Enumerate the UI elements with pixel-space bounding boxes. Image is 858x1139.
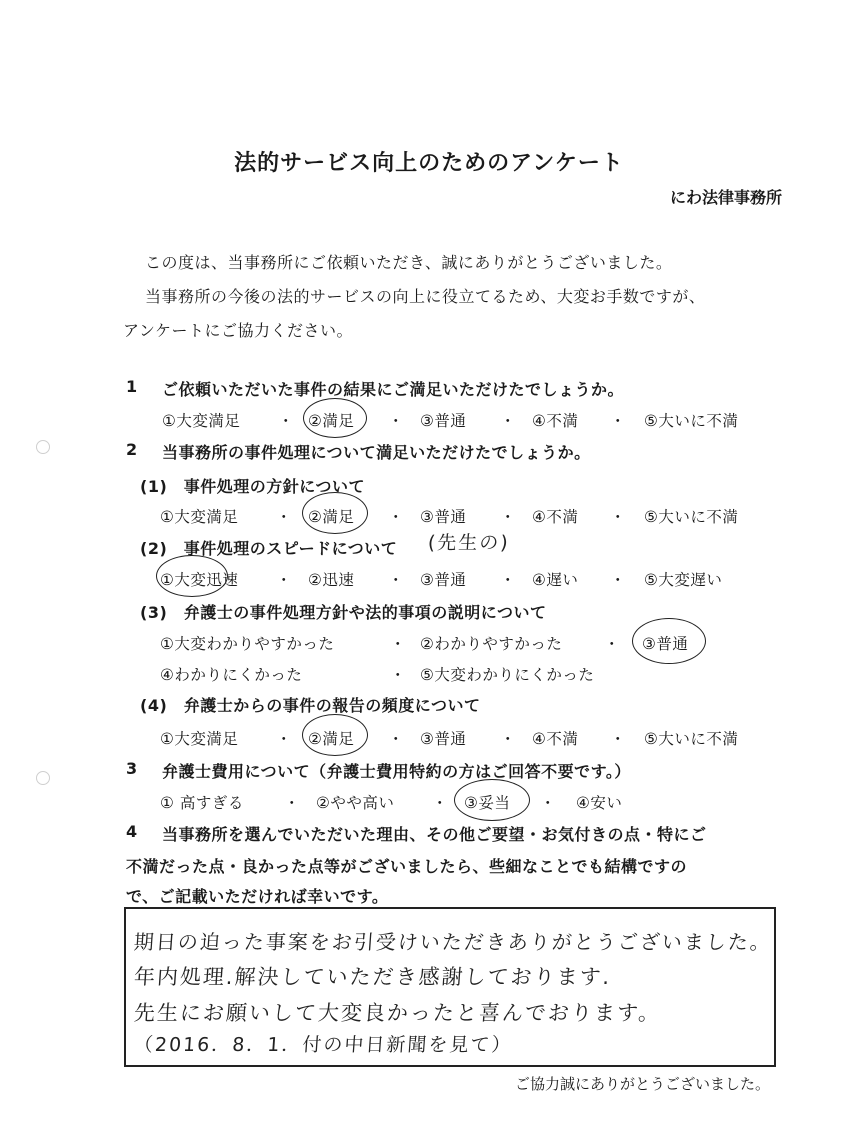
question-4-number: 4 [126, 822, 138, 841]
handwritten-answer-line-3: 先生にお願いして大変良かったと喜んでおります。 [133, 1001, 663, 1025]
intro-line-2: 当事務所の今後の法的サービスの向上に役立てるため、大変お手数ですが、 [145, 287, 706, 306]
option[interactable]: ②やや高い [316, 794, 395, 812]
separator: ・ [500, 571, 517, 589]
subquestion-2: (2) 事件処理のスピードについて [140, 539, 398, 558]
subquestion-3: (3) 弁護士の事件処理方針や法的事項の説明について [140, 603, 547, 622]
separator: ・ [276, 508, 293, 526]
selection-circle [302, 714, 368, 756]
option[interactable]: ③妥当 [464, 794, 511, 812]
option[interactable]: ③普通 [420, 412, 467, 430]
option[interactable]: ①大変わかりやすかった [160, 635, 335, 653]
option[interactable]: ③普通 [420, 730, 467, 748]
option[interactable]: ① 高すぎる [160, 794, 244, 812]
option[interactable]: ③普通 [420, 571, 467, 589]
law-firm-name: にわ法律事務所 [669, 188, 782, 207]
option[interactable]: ②迅速 [308, 571, 355, 589]
question-1-number: 1 [126, 377, 138, 396]
separator: ・ [388, 730, 405, 748]
separator: ・ [604, 635, 621, 653]
option[interactable]: ④不満 [532, 508, 579, 526]
separator: ・ [500, 508, 517, 526]
question-4-line-3: で、ご記載いただければ幸いです。 [126, 887, 389, 906]
option[interactable]: ①大変迅速 [160, 571, 239, 589]
intro-line-3: アンケートにご協力ください。 [123, 321, 354, 340]
question-2-text: 当事務所の事件処理について満足いただけたでしょうか。 [162, 443, 591, 462]
separator: ・ [388, 412, 405, 430]
selection-circle [302, 492, 368, 534]
handwritten-note: (先生の) [427, 532, 511, 554]
option[interactable]: ④不満 [532, 730, 579, 748]
handwritten-answer-line-2: 年内処理.解決していただき感謝しております. [133, 965, 613, 989]
option[interactable]: ②わかりやすかった [420, 635, 563, 653]
subquestion-1: (1) 事件処理の方針について [140, 477, 365, 496]
question-1-text: ご依頼いただいた事件の結果にご満足いただけたでしょうか。 [162, 380, 625, 399]
option[interactable]: ④遅い [532, 571, 579, 589]
option[interactable]: ④不満 [532, 412, 579, 430]
option[interactable]: ③普通 [642, 635, 689, 653]
separator: ・ [390, 666, 407, 684]
separator: ・ [432, 794, 449, 812]
option[interactable]: ③普通 [420, 508, 467, 526]
selection-circle [156, 555, 228, 597]
separator: ・ [390, 635, 407, 653]
selection-circle [632, 618, 706, 664]
option[interactable]: ②満足 [308, 730, 355, 748]
separator: ・ [500, 730, 517, 748]
selection-circle [454, 779, 530, 821]
separator: ・ [500, 412, 517, 430]
separator: ・ [388, 571, 405, 589]
closing-thanks: ご協力誠にありがとうございました。 [514, 1075, 770, 1093]
handwritten-answer-line-1: 期日の迫った事案をお引受けいただきありがとうございました。 [133, 930, 773, 954]
selection-circle [303, 398, 367, 438]
separator: ・ [540, 794, 557, 812]
intro-line-1: この度は、当事務所にご依頼いただき、誠にありがとうございました。 [145, 253, 673, 272]
separator: ・ [610, 730, 627, 748]
separator: ・ [284, 794, 301, 812]
question-4-line-2: 不満だった点・良かった点等がございましたら、些細なことでも結構ですの [126, 857, 688, 876]
separator: ・ [610, 508, 627, 526]
subquestion-4: (4) 弁護士からの事件の報告の頻度について [140, 696, 481, 715]
separator: ・ [610, 412, 627, 430]
option[interactable]: ②満足 [308, 412, 355, 430]
separator: ・ [278, 412, 295, 430]
separator: ・ [276, 571, 293, 589]
punch-hole-bottom [36, 771, 50, 785]
question-3-text: 弁護士費用について（弁護士費用特約の方はご回答不要です。） [162, 762, 631, 781]
question-2-number: 2 [126, 440, 138, 459]
option[interactable]: ④わかりにくかった [160, 666, 303, 684]
question-4-line-1: 当事務所を選んでいただいた理由、その他ご要望・お気付きの点・特にご [162, 825, 707, 844]
punch-hole-top [36, 440, 50, 454]
option[interactable]: ⑤大変わかりにくかった [420, 666, 595, 684]
survey-title: 法的サービス向上のためのアンケート [234, 151, 624, 176]
question-3-number: 3 [126, 759, 138, 778]
option[interactable]: ④安い [576, 794, 623, 812]
separator: ・ [276, 730, 293, 748]
option[interactable]: ⑤大いに不満 [644, 508, 739, 526]
separator: ・ [610, 571, 627, 589]
option[interactable]: ⑤大いに不満 [644, 730, 739, 748]
handwritten-answer-line-4: （2016．8．1．付の中日新聞を見て） [133, 1034, 514, 1056]
option[interactable]: ⑤大変遅い [644, 571, 723, 589]
option[interactable]: ①大変満足 [160, 730, 239, 748]
option[interactable]: ①大変満足 [162, 412, 241, 430]
option[interactable]: ⑤大いに不満 [644, 412, 739, 430]
option[interactable]: ①大変満足 [160, 508, 239, 526]
separator: ・ [388, 508, 405, 526]
option[interactable]: ②満足 [308, 508, 355, 526]
